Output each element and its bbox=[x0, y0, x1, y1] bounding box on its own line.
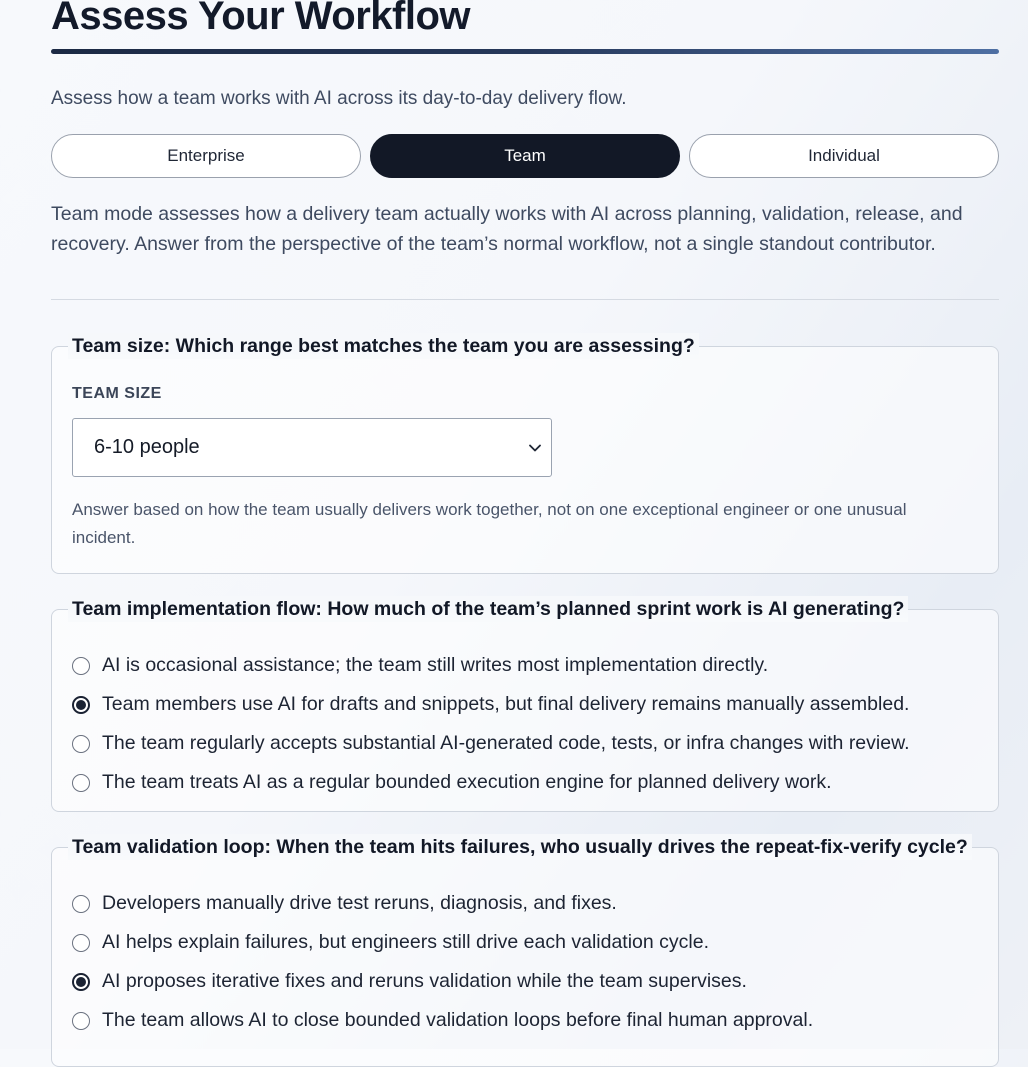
implementation-flow-options bbox=[72, 646, 982, 802]
implementation-option-1[interactable] bbox=[72, 646, 982, 685]
mode-individual-button[interactable]: Individual bbox=[689, 134, 999, 178]
team-size-question bbox=[51, 335, 999, 574]
validation-option-3[interactable] bbox=[72, 962, 982, 1001]
option-label: AI is occasional assistance; the team still writes most implementation directly. bbox=[102, 654, 769, 676]
option-label: The team allows AI to close bounded validation loops before final human approval. bbox=[102, 1009, 814, 1031]
validation-option-2[interactable] bbox=[72, 923, 982, 962]
radio-filled-icon[interactable] bbox=[72, 696, 90, 714]
team-size-selected-value: 6-10 people bbox=[94, 436, 200, 458]
option-label: The team treats AI as a regular bounded execution engine for planned delivery work. bbox=[102, 771, 832, 793]
team-size-select[interactable] bbox=[72, 418, 552, 477]
validation-loop-question bbox=[51, 836, 999, 1067]
validation-loop-legend: Team validation loop: When the team hits failures, who usually drives the repeat-fix-verify cycle? bbox=[68, 834, 972, 860]
option-label: AI helps explain failures, but engineers still drive each validation cycle. bbox=[102, 931, 709, 953]
validation-option-1[interactable] bbox=[72, 884, 982, 923]
radio-empty-icon[interactable] bbox=[72, 735, 90, 753]
page-subtitle: Assess how a team works with AI across its day-to-day delivery flow. bbox=[51, 88, 627, 109]
validation-loop-options bbox=[72, 884, 982, 1040]
radio-empty-icon[interactable] bbox=[72, 895, 90, 913]
mode-team-button[interactable]: Team bbox=[370, 134, 680, 178]
radio-filled-icon[interactable] bbox=[72, 973, 90, 991]
validation-option-4[interactable] bbox=[72, 1001, 982, 1040]
radio-empty-icon[interactable] bbox=[72, 657, 90, 675]
radio-empty-icon[interactable] bbox=[72, 934, 90, 952]
page-title: Assess Your Workflow bbox=[51, 0, 471, 38]
team-size-label: TEAM SIZE bbox=[72, 385, 162, 402]
mode-description: Team mode assesses how a delivery team actually works with AI across planning, validation, release, and recovery. Answer from the perspective of the team’s normal workflow, not a single standout contributor. bbox=[51, 203, 963, 255]
radio-empty-icon[interactable] bbox=[72, 774, 90, 792]
implementation-option-3[interactable] bbox=[72, 724, 982, 763]
team-size-help: Answer based on how the team usually delivers work together, not on one exceptional engineer or one unusual incident. bbox=[72, 500, 907, 547]
team-size-legend: Team size: Which range best matches the team you are assessing? bbox=[68, 333, 699, 359]
option-label: The team regularly accepts substantial AI-generated code, tests, or infra changes with review. bbox=[102, 732, 910, 754]
implementation-option-2[interactable] bbox=[72, 685, 982, 724]
implementation-flow-question bbox=[51, 598, 999, 812]
section-divider bbox=[51, 299, 999, 300]
mode-enterprise-button[interactable]: Enterprise bbox=[51, 134, 361, 178]
radio-empty-icon[interactable] bbox=[72, 1012, 90, 1030]
implementation-option-4[interactable] bbox=[72, 763, 982, 802]
option-label: Team members use AI for drafts and snippets, but final delivery remains manually assembled. bbox=[102, 693, 910, 715]
mode-switcher bbox=[51, 134, 999, 178]
option-label: AI proposes iterative fixes and reruns validation while the team supervises. bbox=[102, 970, 747, 992]
option-label: Developers manually drive test reruns, diagnosis, and fixes. bbox=[102, 892, 617, 914]
implementation-flow-legend: Team implementation flow: How much of the team’s planned sprint work is AI generating? bbox=[68, 596, 908, 622]
chevron-down-icon bbox=[529, 442, 541, 454]
title-underline bbox=[51, 49, 999, 54]
